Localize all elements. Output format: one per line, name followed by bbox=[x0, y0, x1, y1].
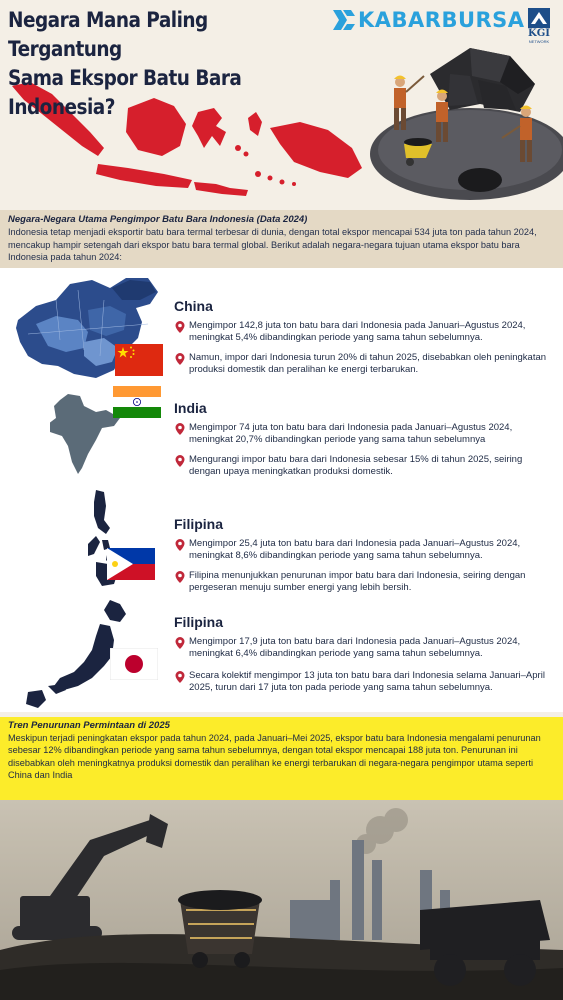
trend-text: Meskipun terjadi peningkatan ekspor pada tahun 2024, pada Januari–Mei 2025, ekspor batu bara Indonesia mengalami penurunan sebesar 12% dibandingkan periode yang sama tahun sebelumnya, dengan total ekspor mencapai 188 juta ton. Penurunan ini disebabkan oleh meningkatnya produksi domestik dan peralihan ke energi terbarukan di negara-negara pengimpor utama seperti China dan India bbox=[8, 733, 541, 780]
kgi-logo-text: KGI bbox=[528, 28, 550, 39]
bullet-text: Mengimpor 142,8 juta ton batu bara dari Indonesia pada Januari–Agustus 2024, meningkat 5,4% dibandingkan periode yang sama tahun sebelumnya. bbox=[189, 320, 526, 344]
intro-text: Indonesia tetap menjadi eksportir batu bara termal terbesar di dunia, dengan total ekspor mencapai 534 juta ton pada tahun 2024, mencakup hampir setengah dari ekspor batu bara termal global. Berikut adalah negara-negara tujuan utama ekspor batu bara Indonesia pada tahun 2024: bbox=[8, 227, 537, 263]
country-china bbox=[0, 268, 563, 380]
country-bullet bbox=[175, 570, 555, 594]
bullet-text: Secara kolektif mengimpor 13 juta ton batu bara dari Indonesia selama Januari–April 2025, turun dari 17 juta ton pada periode yang sama tahun sebelumnya. bbox=[189, 670, 545, 694]
location-pin-icon bbox=[175, 539, 185, 551]
trend-section bbox=[0, 717, 563, 800]
bullet-text: Mengimpor 25,4 juta ton batu bara dari Indonesia pada Januari–Agustus 2024, meningkat 8,6% dibandingkan periode yang sama tahun sebelumnya. bbox=[189, 538, 521, 562]
country-bullet bbox=[175, 320, 555, 344]
country-name: China bbox=[174, 298, 213, 314]
country-bullet bbox=[175, 670, 555, 694]
country-name: India bbox=[174, 400, 207, 416]
country-india bbox=[0, 386, 563, 498]
country-bullet bbox=[175, 352, 555, 376]
location-pin-icon bbox=[175, 353, 185, 365]
india-flag-icon bbox=[113, 386, 161, 418]
country-bullet bbox=[175, 422, 555, 446]
location-pin-icon bbox=[175, 671, 185, 683]
japan-flag-icon bbox=[110, 648, 158, 680]
brand-name: KABARBURSA bbox=[358, 8, 525, 32]
coal-mining-illustration bbox=[360, 34, 563, 210]
trend-heading: Tren Penurunan Permintaan di 2025 bbox=[8, 720, 170, 731]
bullet-text: Namun, impor dari Indonesia turun 20% di tahun 2025, disebabkan oleh peningkatan produksi domestik dan peralihan ke energi terbarukan. bbox=[189, 352, 547, 376]
page-title bbox=[8, 6, 316, 122]
intro-heading: Negara-Negara Utama Pengimpor Batu Bara Indonesia (Data 2024) bbox=[8, 214, 308, 225]
kgi-logo-icon bbox=[528, 8, 550, 28]
kgi-logo-subtext: NETWORK bbox=[528, 39, 550, 44]
india-map bbox=[50, 392, 120, 474]
bullet-text: Mengurangi impor batu bara dari Indonesia sebesar 15% di tahun 2025, seiring dengan upaya meningkatkan produksi domestik. bbox=[189, 454, 523, 478]
china-flag-icon bbox=[115, 344, 163, 376]
country-philippines bbox=[0, 490, 563, 600]
location-pin-icon bbox=[175, 455, 185, 467]
country-name: Filipina bbox=[174, 516, 223, 532]
country-name: Filipina bbox=[174, 614, 223, 630]
mining-industry-scene bbox=[0, 800, 563, 1000]
bullet-text: Filipina menunjukkan penurunan impor batu bara dari Indonesia, seiring dengan pergeseran menuju sumber energi yang lebih bersih. bbox=[189, 570, 526, 594]
title-line-1: Negara Mana Paling Tergantung bbox=[8, 8, 208, 61]
location-pin-icon bbox=[175, 321, 185, 333]
country-bullet bbox=[175, 454, 555, 478]
location-pin-icon bbox=[175, 571, 185, 583]
country-bullet bbox=[175, 636, 555, 660]
location-pin-icon bbox=[175, 423, 185, 435]
philippines-flag-icon bbox=[107, 548, 155, 580]
country-list bbox=[0, 268, 563, 712]
header bbox=[0, 0, 563, 210]
country-bullet bbox=[175, 538, 555, 562]
intro-section bbox=[0, 210, 563, 268]
kgi-logo bbox=[524, 6, 554, 46]
brand-logo bbox=[333, 8, 525, 32]
bullet-text: Mengimpor 17,9 juta ton batu bara dari Indonesia pada Januari–Agustus 2024, meningkat 6,4% dibandingkan periode yang sama tahun sebelumnya. bbox=[189, 636, 521, 660]
title-line-2: Sama Ekspor Batu Bara Indonesia? bbox=[8, 66, 242, 119]
location-pin-icon bbox=[175, 637, 185, 649]
country-japan bbox=[0, 600, 563, 712]
bullet-text: Mengimpor 74 juta ton batu bara dari Indonesia pada Januari–Agustus 2024, meningkat 20,7% dibandingkan periode yang sama tahun sebelumnya bbox=[189, 422, 513, 446]
kabarbursa-logo-icon bbox=[333, 10, 355, 30]
industrial-illustration bbox=[0, 800, 563, 1000]
